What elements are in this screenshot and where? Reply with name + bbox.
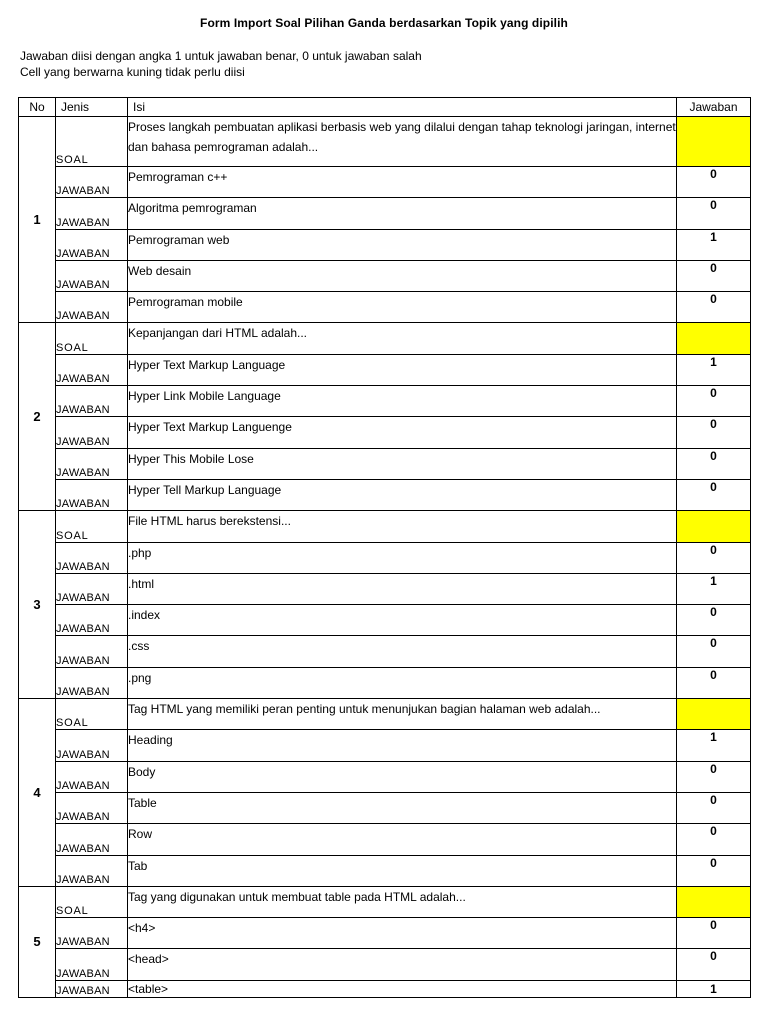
answer-row <box>19 198 751 229</box>
answer-value-cell[interactable]: 1 <box>677 229 751 260</box>
answer-option-text[interactable]: Web desain <box>128 260 677 291</box>
type-jawaban-label: JAWABAN <box>56 761 128 792</box>
answer-value-cell[interactable]: 0 <box>677 667 751 698</box>
answer-row <box>19 605 751 636</box>
answer-value-cell[interactable]: 0 <box>677 949 751 980</box>
instructions <box>20 48 422 80</box>
question-row <box>19 117 751 167</box>
answer-option-text[interactable]: Tab <box>128 855 677 886</box>
answer-row <box>19 260 751 291</box>
type-jawaban-label: JAWABAN <box>56 918 128 949</box>
header-no: No <box>19 98 56 117</box>
answer-cell-disabled <box>677 511 751 542</box>
type-jawaban-label: JAWABAN <box>56 730 128 761</box>
type-jawaban-label: JAWABAN <box>56 386 128 417</box>
answer-row <box>19 167 751 198</box>
answer-option-text[interactable]: Algoritma pemrograman <box>128 198 677 229</box>
question-row <box>19 886 751 917</box>
answer-value-cell[interactable]: 0 <box>677 792 751 823</box>
header-jenis: Jenis <box>56 98 128 117</box>
instruction-line-answer: Jawaban diisi dengan angka 1 untuk jawaban benar, 0 untuk jawaban salah <box>20 49 422 63</box>
answer-option-text[interactable]: .php <box>128 542 677 573</box>
type-jawaban-label: JAWABAN <box>56 354 128 385</box>
type-jawaban-label: JAWABAN <box>56 855 128 886</box>
question-text[interactable]: Kepanjangan dari HTML adalah... <box>128 323 677 354</box>
type-jawaban-label: JAWABAN <box>56 260 128 291</box>
answer-cell-disabled <box>677 699 751 730</box>
answer-cell-disabled <box>677 117 751 167</box>
answer-value-cell[interactable]: 1 <box>677 354 751 385</box>
question-row <box>19 511 751 542</box>
type-jawaban-label: JAWABAN <box>56 573 128 604</box>
answer-row <box>19 980 751 997</box>
answer-row <box>19 573 751 604</box>
answer-value-cell[interactable]: 0 <box>677 855 751 886</box>
type-jawaban-label: JAWABAN <box>56 292 128 323</box>
answer-value-cell[interactable]: 1 <box>677 730 751 761</box>
type-soal-label: SOAL <box>56 117 128 167</box>
answer-row <box>19 542 751 573</box>
answer-value-cell[interactable]: 1 <box>677 980 751 997</box>
question-text[interactable]: Tag yang digunakan untuk membuat table pada HTML adalah... <box>128 886 677 917</box>
type-soal-label: SOAL <box>56 323 128 354</box>
answer-option-text[interactable]: .css <box>128 636 677 667</box>
type-soal-label: SOAL <box>56 886 128 917</box>
type-jawaban-label: JAWABAN <box>56 792 128 823</box>
answer-value-cell[interactable]: 0 <box>677 417 751 448</box>
type-jawaban-label: JAWABAN <box>56 479 128 510</box>
type-soal-label: SOAL <box>56 699 128 730</box>
type-jawaban-label: JAWABAN <box>56 229 128 260</box>
answer-row <box>19 792 751 823</box>
question-number: 5 <box>19 886 56 997</box>
answer-value-cell[interactable]: 0 <box>677 824 751 855</box>
type-jawaban-label: JAWABAN <box>56 542 128 573</box>
answer-option-text[interactable]: <head> <box>128 949 677 980</box>
type-jawaban-label: JAWABAN <box>56 417 128 448</box>
answer-cell-disabled <box>677 323 751 354</box>
answer-value-cell[interactable]: 0 <box>677 167 751 198</box>
question-text[interactable]: Tag HTML yang memiliki peran penting untuk menunjukan bagian halaman web adalah... <box>128 699 677 730</box>
question-text[interactable]: Proses langkah pembuatan aplikasi berbasis web yang dilalui dengan tahap teknologi jaringan, internet dan bahasa pemrograman adalah... <box>128 117 677 167</box>
answer-value-cell[interactable]: 0 <box>677 605 751 636</box>
answer-cell-disabled <box>677 886 751 917</box>
answer-value-cell[interactable]: 0 <box>677 918 751 949</box>
answer-option-text[interactable]: Pemrograman web <box>128 229 677 260</box>
form-title: Form Import Soal Pilihan Ganda berdasarkan Topik yang dipilih <box>200 16 568 30</box>
type-jawaban-label: JAWABAN <box>56 605 128 636</box>
answer-value-cell[interactable]: 0 <box>677 386 751 417</box>
question-number: 4 <box>19 699 56 887</box>
answer-row <box>19 636 751 667</box>
question-row <box>19 699 751 730</box>
type-jawaban-label: JAWABAN <box>56 167 128 198</box>
answer-value-cell[interactable]: 0 <box>677 542 751 573</box>
type-jawaban-label: JAWABAN <box>56 667 128 698</box>
answer-row <box>19 229 751 260</box>
type-jawaban-label: JAWABAN <box>56 980 128 997</box>
answer-value-cell[interactable]: 0 <box>677 260 751 291</box>
answer-option-text[interactable]: Heading <box>128 730 677 761</box>
type-soal-label: SOAL <box>56 511 128 542</box>
answer-value-cell[interactable]: 1 <box>677 573 751 604</box>
answer-value-cell[interactable]: 0 <box>677 636 751 667</box>
answer-row <box>19 292 751 323</box>
question-number: 3 <box>19 511 56 699</box>
answer-value-cell[interactable]: 0 <box>677 761 751 792</box>
type-jawaban-label: JAWABAN <box>56 636 128 667</box>
answer-row <box>19 824 751 855</box>
type-jawaban-label: JAWABAN <box>56 824 128 855</box>
answer-value-cell[interactable]: 0 <box>677 198 751 229</box>
answer-option-text[interactable]: Pemrograman mobile <box>128 292 677 323</box>
header-jawaban: Jawaban <box>677 98 751 117</box>
answer-option-text[interactable]: .index <box>128 605 677 636</box>
answer-option-text[interactable]: Row <box>128 824 677 855</box>
answer-option-text[interactable]: Body <box>128 761 677 792</box>
answer-row <box>19 417 751 448</box>
type-jawaban-label: JAWABAN <box>56 448 128 479</box>
answer-option-text[interactable]: Hyper Text Markup Languenge <box>128 417 677 448</box>
answer-value-cell[interactable]: 0 <box>677 479 751 510</box>
answer-row <box>19 386 751 417</box>
answer-row <box>19 730 751 761</box>
type-jawaban-label: JAWABAN <box>56 949 128 980</box>
question-number: 2 <box>19 323 56 511</box>
answer-row <box>19 667 751 698</box>
answer-option-text[interactable]: <h4> <box>128 918 677 949</box>
answer-row <box>19 855 751 886</box>
type-jawaban-label: JAWABAN <box>56 198 128 229</box>
question-table <box>18 97 751 998</box>
answer-option-text[interactable]: Hyper Link Mobile Language <box>128 386 677 417</box>
answer-option-text[interactable]: Hyper This Mobile Lose <box>128 448 677 479</box>
answer-option-text[interactable]: Hyper Tell Markup Language <box>128 479 677 510</box>
answer-row <box>19 761 751 792</box>
header-isi: Isi <box>128 98 677 117</box>
question-number: 1 <box>19 117 56 323</box>
question-text[interactable]: File HTML harus berekstensi... <box>128 511 677 542</box>
answer-value-cell[interactable]: 0 <box>677 448 751 479</box>
answer-option-text[interactable]: Hyper Text Markup Language <box>128 354 677 385</box>
question-rows <box>19 117 751 998</box>
answer-row <box>19 918 751 949</box>
answer-option-text[interactable]: .png <box>128 667 677 698</box>
header-row <box>19 98 751 117</box>
answer-option-text[interactable]: Table <box>128 792 677 823</box>
answer-value-cell[interactable]: 0 <box>677 292 751 323</box>
answer-row <box>19 448 751 479</box>
answer-row <box>19 949 751 980</box>
instruction-line-yellow: Cell yang berwarna kuning tidak perlu diisi <box>20 65 245 79</box>
answer-option-text[interactable]: Pemrograman c++ <box>128 167 677 198</box>
question-row <box>19 323 751 354</box>
answer-row <box>19 479 751 510</box>
answer-row <box>19 354 751 385</box>
answer-option-text[interactable]: .html <box>128 573 677 604</box>
answer-option-text[interactable]: <table> <box>128 980 677 997</box>
